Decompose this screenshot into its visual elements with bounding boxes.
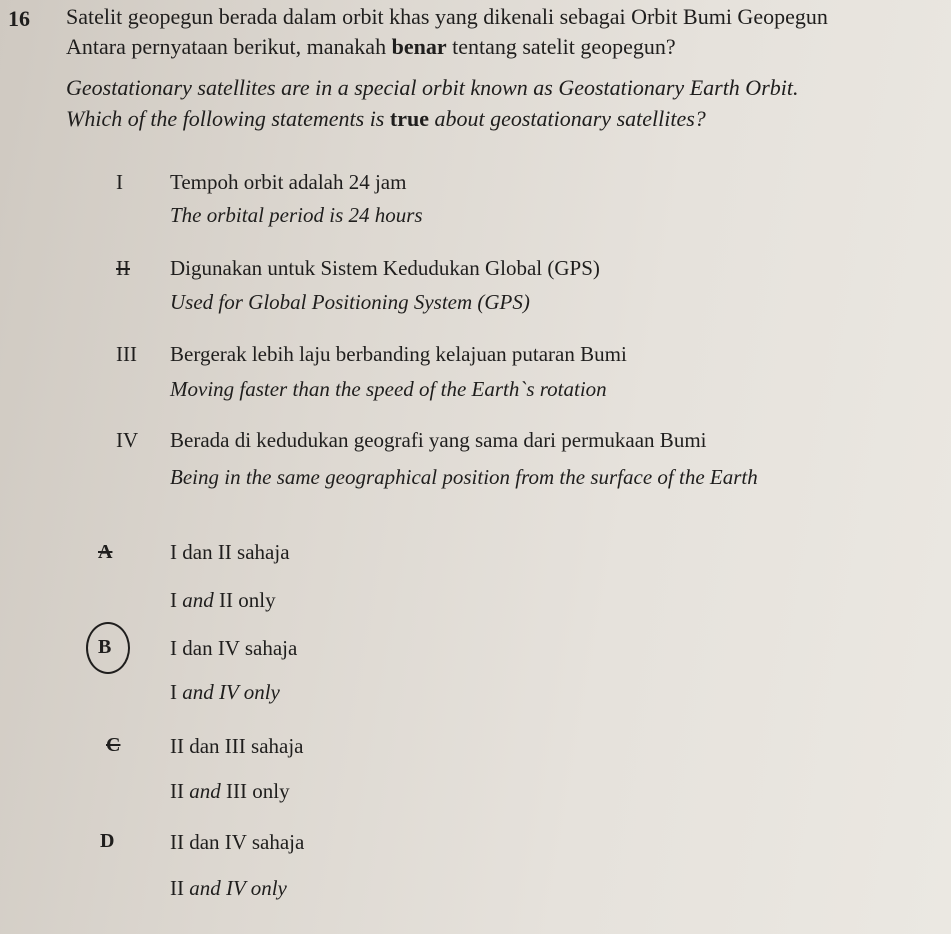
keyword-benar: benar: [391, 34, 447, 59]
question-text-ms-line1: Satelit geopegun berada dalam orbit khas yang dikenali sebagai Orbit Bumi Geopegun: [66, 4, 828, 29]
statement-numeral-ii: II: [116, 256, 130, 280]
option-b-ms: I dan IV sahaja: [170, 636, 298, 660]
statement-iv-ms: Berada di kedudukan geografi yang sama dari permukaan Bumi: [170, 428, 707, 452]
option-d-en-part3: IV only: [226, 876, 287, 900]
option-b-en-part3: IV only: [219, 680, 280, 704]
option-a-en-part2: and: [182, 588, 214, 612]
option-c-en: [170, 779, 290, 804]
statement-numeral-iii: III: [116, 342, 137, 366]
keyword-true: true: [389, 106, 429, 131]
question-text-ms-line2: [66, 34, 676, 60]
option-d-en-part1: II: [170, 876, 184, 900]
option-c-en-part1: II: [170, 779, 184, 803]
statement-ii-en: Used for Global Positioning System (GPS): [170, 290, 530, 314]
option-d-en: [170, 876, 287, 901]
option-b-en-part1: I: [170, 680, 177, 704]
option-a-en-part1: I: [170, 588, 177, 612]
question-text-en-post: about geostationary satellites?: [428, 106, 706, 131]
question-text-ms-pre: Antara pernyataan berikut, manakah: [66, 34, 392, 59]
option-a-letter[interactable]: A: [98, 541, 113, 563]
option-c-en-part3: III only: [226, 779, 290, 803]
option-a-ms: I dan II sahaja: [170, 540, 290, 564]
statement-iv-en: Being in the same geographical position from the surface of the Earth: [170, 465, 758, 489]
statement-i-ms: Tempoh orbit adalah 24 jam: [170, 170, 407, 194]
option-b-en: [170, 680, 280, 705]
option-d-letter[interactable]: D: [100, 830, 115, 852]
statement-iii-ms: Bergerak lebih laju berbanding kelajuan putaran Bumi: [170, 342, 627, 366]
question-text-en-pre: Which of the following statements is: [66, 106, 390, 131]
option-c-ms: II dan III sahaja: [170, 734, 304, 758]
statement-i-en: The orbital period is 24 hours: [170, 203, 423, 227]
option-a-en-part3: II only: [219, 588, 276, 612]
question-text-ms-post: tentang satelit geopegun?: [446, 34, 676, 59]
statement-numeral-i: I: [116, 170, 123, 194]
question-text-en-line1: Geostationary satellites are in a special orbit known as Geostationary Earth Orbit.: [66, 75, 799, 100]
statement-ii-ms: Digunakan untuk Sistem Kedudukan Global (GPS): [170, 256, 600, 280]
option-d-ms: II dan IV sahaja: [170, 830, 305, 854]
option-b-letter[interactable]: B: [98, 636, 112, 658]
question-number: 16: [8, 6, 30, 31]
option-d-en-part2: and: [189, 876, 221, 900]
question-text-en-line2: [66, 106, 706, 132]
statement-iii-en: Moving faster than the speed of the Earth`s rotation: [170, 377, 607, 401]
statement-numeral-iv: IV: [116, 428, 139, 452]
option-c-letter[interactable]: C: [106, 734, 121, 756]
option-b-en-part2: and: [182, 680, 214, 704]
option-a-en: [170, 588, 276, 613]
option-c-en-part2: and: [189, 779, 221, 803]
